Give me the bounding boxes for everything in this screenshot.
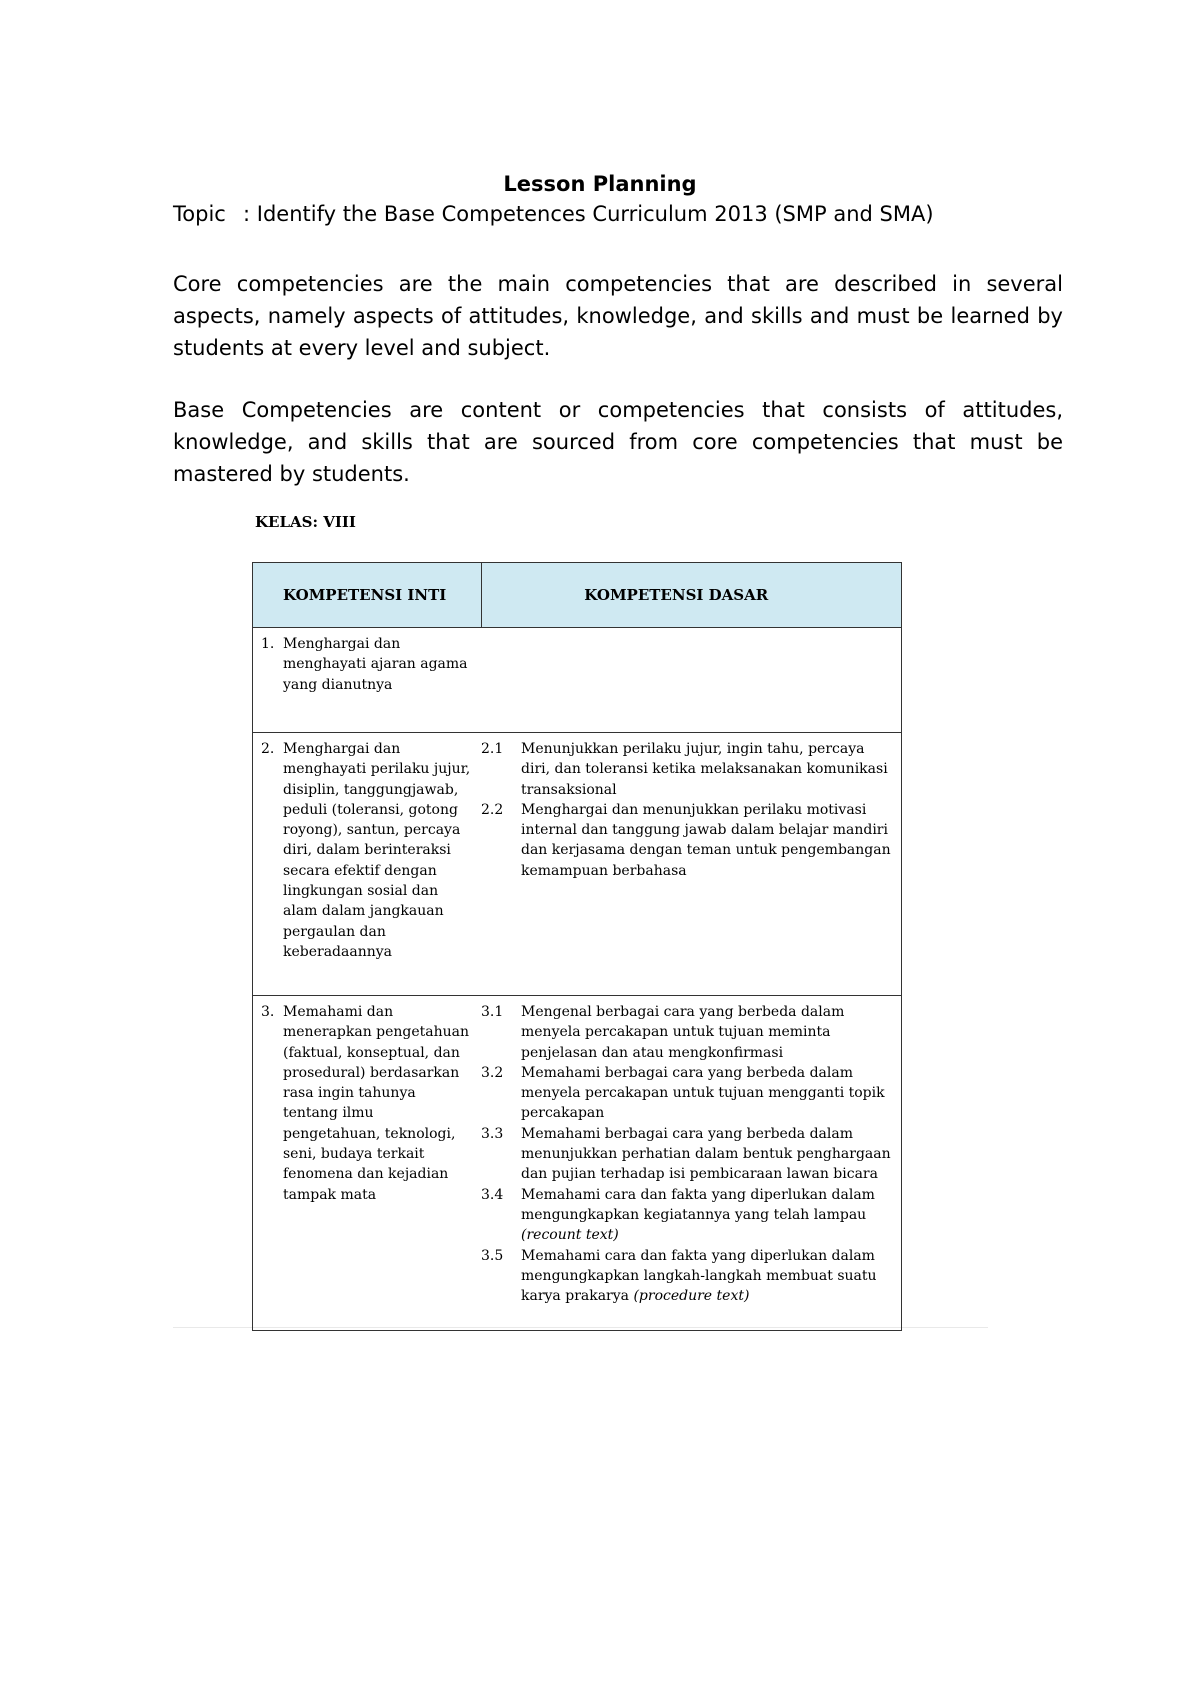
ki-cell <box>253 628 482 733</box>
table-row <box>253 996 902 1331</box>
kd-number: 3.3 <box>481 1125 504 1142</box>
kd-text: Memahami berbagai cara yang berbeda dalam menyela percakapan untuk tujuan mengganti topik percakapan <box>521 1064 885 1122</box>
kd-item <box>481 1063 893 1124</box>
kd-number: 2.1 <box>481 741 504 757</box>
ki-number: 1. <box>261 636 275 652</box>
kd-text-with-note <box>521 1246 893 1307</box>
kd-text: Mengenal berbagai cara yang berbeda dalam menyela percakapan untuk tujuan meminta penjelasan dan atau mengkonfirmasi <box>521 1004 845 1061</box>
kd-number: 3.1 <box>481 1004 504 1020</box>
kd-cell <box>481 628 902 733</box>
kd-text: Memahami cara dan fakta yang diperlukan dalam mengungkapkan langkah-langkah membuat suatu karya prakarya <box>521 1247 877 1305</box>
kd-item <box>481 800 893 881</box>
kd-note: (procedure text) <box>633 1288 750 1305</box>
ki-text: Menghargai dan menghayati ajaran agama yang dianutnya <box>283 636 468 693</box>
kd-text: Menghargai dan menunjukkan perilaku motivasi internal dan tanggung jawab dalam belajar mandiri dan kerjasama dengan teman untuk pengembangan kemampuan berbahasa <box>521 801 891 879</box>
topic-text: : Identify the Base Competences Curriculum 2013 (SMP and SMA) <box>243 202 934 226</box>
topic-label: Topic <box>173 202 226 226</box>
ki-number: 3. <box>261 1004 275 1020</box>
kd-item <box>481 739 893 800</box>
table-header-row <box>253 563 902 628</box>
kd-text-with-note <box>521 1185 893 1246</box>
table-row <box>253 628 902 733</box>
ki-number: 2. <box>261 741 275 757</box>
kd-item <box>481 1246 893 1307</box>
kd-number: 3.4 <box>481 1186 504 1203</box>
table-row <box>253 733 902 996</box>
kd-cell <box>481 733 902 996</box>
ki-text: Memahami dan menerapkan pengetahuan (faktual, konseptual, dan prosedural) berdasarkan rasa ingin tahunya tentang ilmu pengetahuan, teknologi, seni, budaya terkait fenomena dan kejadian tampak mata <box>283 1004 470 1203</box>
kelas-label: KELAS: VIII <box>255 513 356 531</box>
kd-item <box>481 1185 893 1246</box>
competency-table <box>252 562 902 1331</box>
kd-number: 3.2 <box>481 1064 504 1081</box>
kd-note: (recount text) <box>521 1227 619 1244</box>
topic-line <box>173 202 934 226</box>
kd-number: 2.2 <box>481 801 504 818</box>
kd-cell <box>481 996 902 1331</box>
kd-text: Memahami berbagai cara yang berbeda dalam menunjukkan perhatian dalam bentuk penghargaan dan pujian terhadap isi pembicaraan lawan bicara <box>521 1125 891 1183</box>
page-title: Lesson Planning <box>503 172 697 196</box>
ki-text: Menghargai dan menghayati perilaku jujur, disiplin, tanggungjawab, peduli (toleransi, gotong royong), santun, percaya diri, dalam berinteraksi secara efektif dengan lingkungan sosial dan alam dalam jangkauan pergaulan dan keberadaannya <box>283 741 471 960</box>
embedded-table-image <box>173 505 988 1328</box>
header-kompetensi-dasar: KOMPETENSI DASAR <box>481 563 902 628</box>
kd-item <box>481 1002 893 1063</box>
base-competencies-paragraph: Base Competencies are content or competencies that consists of attitudes, knowledge, and skills that are sourced from core competencies that must be mastered by students. <box>173 398 1063 486</box>
kd-item <box>481 1124 893 1185</box>
kd-text: Memahami cara dan fakta yang diperlukan dalam mengungkapkan kegiatannya yang telah lampau <box>521 1186 875 1223</box>
ki-cell <box>253 733 482 996</box>
kd-text: Menunjukkan perilaku jujur, ingin tahu, percaya diri, dan toleransi ketika melaksanakan komunikasi transaksional <box>521 741 888 798</box>
core-competencies-paragraph: Core competencies are the main competencies that are described in several aspects, namely aspects of attitudes, knowledge, and skills and must be learned by students at every level and subject. <box>173 272 1063 360</box>
kd-number: 3.5 <box>481 1247 504 1264</box>
ki-cell <box>253 996 482 1331</box>
header-kompetensi-inti: KOMPETENSI INTI <box>253 563 482 628</box>
